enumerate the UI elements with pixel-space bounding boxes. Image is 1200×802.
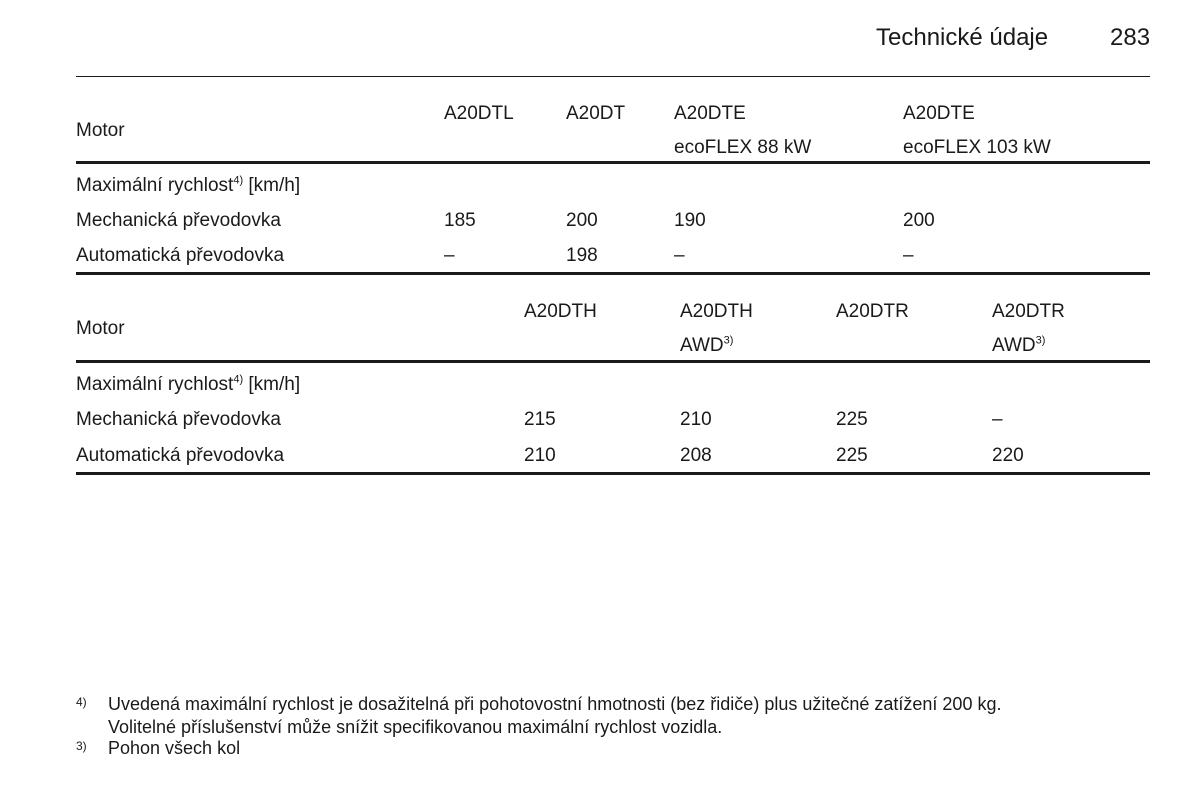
footnote-mark: 3)	[76, 739, 87, 753]
column-header-a20dt: A20DT	[566, 103, 626, 124]
table-cell: 190	[674, 210, 706, 231]
column-header-a20dtr-awd-sub: AWD$^{3)}$	[992, 334, 1046, 356]
footnote-text: Uvedená maximální rychlost je dosažitelná při pohotovostní hmotnosti (bez řidiče) plus užitečné zatížení 200 kg.	[108, 694, 1002, 714]
table-cell: –	[444, 245, 455, 266]
row-label-automatic: Automatická převodovka	[76, 245, 285, 266]
header-divider	[76, 76, 1150, 77]
row-label-manual: Mechanická převodovka	[76, 409, 281, 430]
table-cell: –	[903, 245, 914, 266]
table-bottom-divider	[76, 472, 1150, 475]
column-header-a20dtr-awd: A20DTR	[992, 301, 1065, 322]
footnote-text: Pohon všech kol	[108, 738, 241, 758]
table-cell: 225	[836, 409, 868, 430]
max-speed-label: Maximální rychlost$^{4)}$ [km/h]	[76, 174, 301, 196]
column-header-a20dth-awd-sub: AWD$^{3)}$	[680, 334, 734, 356]
table-cell: 208	[680, 445, 712, 466]
table-cell: 220	[992, 445, 1024, 466]
column-header-a20dtr: A20DTR	[836, 301, 909, 322]
section-title: Technické údaje	[876, 24, 1049, 51]
column-header-a20dth: A20DTH	[524, 301, 597, 322]
column-header-a20dtl: A20DTL	[444, 103, 514, 124]
page-number: 283	[1110, 24, 1151, 51]
table-header-divider	[76, 161, 1150, 164]
table-cell: 200	[566, 210, 598, 231]
table-cell: 215	[524, 409, 556, 430]
table-cell: 185	[444, 210, 476, 231]
column-header-a20dte-88-sub: ecoFLEX 88 kW	[674, 137, 812, 158]
table-cell: 210	[524, 445, 556, 466]
table-cell: –	[674, 245, 685, 266]
motor-header-label: Motor	[76, 318, 125, 339]
motor-header-label: Motor	[76, 120, 125, 141]
column-header-a20dte-88: A20DTE	[674, 103, 746, 124]
table-header-divider	[76, 360, 1150, 363]
column-header-a20dte-103-sub: ecoFLEX 103 kW	[903, 137, 1051, 158]
row-label-manual: Mechanická převodovka	[76, 210, 281, 231]
table-cell: 210	[680, 409, 712, 430]
table-cell: –	[992, 409, 1003, 430]
footnote-mark: 4)	[76, 695, 87, 709]
footnote-text: Volitelné příslušenství může snížit specifikovanou maximální rychlost vozidla.	[108, 717, 723, 737]
column-header-a20dth-awd: A20DTH	[680, 301, 753, 322]
table-cell: 198	[566, 245, 598, 266]
row-label-automatic: Automatická převodovka	[76, 445, 285, 466]
column-header-a20dte-103: A20DTE	[903, 103, 975, 124]
table-divider	[76, 272, 1150, 275]
table-cell: 200	[903, 210, 935, 231]
max-speed-label: Maximální rychlost$^{4)}$ [km/h]	[76, 373, 301, 395]
table-cell: 225	[836, 445, 868, 466]
